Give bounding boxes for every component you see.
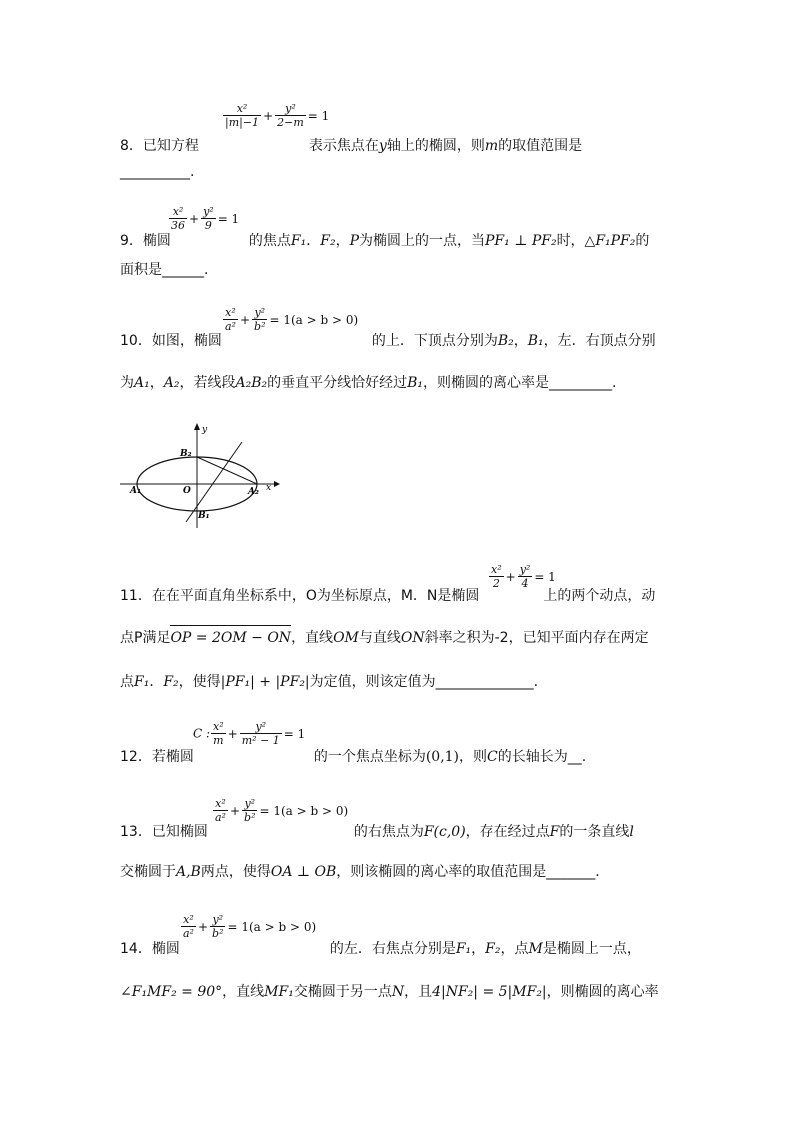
p8-formula: $\frac{\text{x²}}{|m|-1}$ + $\frac{\text{y²}}{2-m}$ = 1 <box>225 102 330 129</box>
p11-line1: 11．在在平面直角坐标系中，O为坐标原点，M．N是椭圆 上的两个动点，动 <box>120 588 656 604</box>
label-a2: A₂ <box>248 487 259 497</box>
p13-line1: 13．已知椭圆 的右焦点为F(c,0)，存在经过点F的一条直线l <box>120 824 634 840</box>
p10-line1: 10．如图，椭圆 的上．下顶点分别为B₂，B₁，左．右顶点分别 <box>120 333 656 349</box>
label-b2: B₂ <box>180 449 192 459</box>
p11-line2: 点P满足OP = 2OM − ON，直线OM与直线ON斜率之积为-2，已知平面内存在两定 <box>120 630 649 646</box>
p12-line1: 12．若椭圆 的一个焦点坐标为(0,1)，则C的长轴长为__. <box>120 749 587 765</box>
p8-line1: 8．已知方程 表示焦点在y轴上的椭圆，则m的取值范围是 <box>120 138 583 154</box>
label-a1: A₁ <box>130 486 141 496</box>
y-axis-arrow <box>194 423 200 430</box>
p12-formula: C : $\frac{\text{x²}}{m}$ + $\frac{\text{y²}}{\text{m² − 1}}$ = 1 <box>193 720 306 747</box>
p11-line3: 点F₁．F₂，使得|PF₁| + |PF₂|为定值，则该定值为______________. <box>120 674 539 690</box>
p13-formula: $\frac{\text{x²}}{\text{a²}}$ + $\frac{\text{y²}}{\text{b²}}$ = 1(a > b > 0) <box>215 797 349 824</box>
p8-line2: __________. <box>120 164 195 180</box>
p10-line2: 为A₁，A₂，若线段A₂B₂的垂直平分线恰好经过B₁，则椭圆的离心率是_________. <box>120 375 617 391</box>
label-x: x <box>266 483 272 493</box>
label-b1: B₁ <box>198 511 210 521</box>
p11-formula: $\frac{\text{x²}}{2}$ + $\frac{\text{y²}}{4}$ = 1 <box>491 563 556 590</box>
p14-line1: 14．椭圆 的左．右焦点分别是F₁，F₂，点M是椭圆上一点， <box>120 941 641 957</box>
p14-line2: ∠F₁MF₂ = 90°，直线MF₁交椭圆于另一点N，且4|NF₂| = 5|MF₂|，则椭圆的离心率 <box>120 984 659 1000</box>
label-y: y <box>202 425 208 435</box>
p14-formula: $\frac{\text{x²}}{\text{a²}}$ + $\frac{\text{y²}}{\text{b²}}$ = 1(a > b > 0) <box>183 913 317 940</box>
label-o: O <box>183 486 191 496</box>
p9-line1: 9．椭圆 的焦点F₁．F₂，P为椭圆上的一点，当PF₁ ⊥ PF₂时，△F₁PF₂的 <box>120 233 650 249</box>
p9-formula: $\frac{\text{x²}}{36}$ + $\frac{\text{y²}}{9}$ = 1 <box>171 205 240 232</box>
x-axis-arrow <box>274 481 280 487</box>
ellipse-figure <box>120 420 280 530</box>
p9-line2: 面积是______. <box>120 262 209 278</box>
p10-formula: $\frac{\text{x²}}{\text{a²}}$ + $\frac{\text{y²}}{\text{b²}}$ = 1(a > b > 0) <box>225 306 359 333</box>
p13-line2: 交椭圆于A,B两点，使得OA ⊥ OB，则该椭圆的离心率的取值范围是_______. <box>120 864 600 880</box>
